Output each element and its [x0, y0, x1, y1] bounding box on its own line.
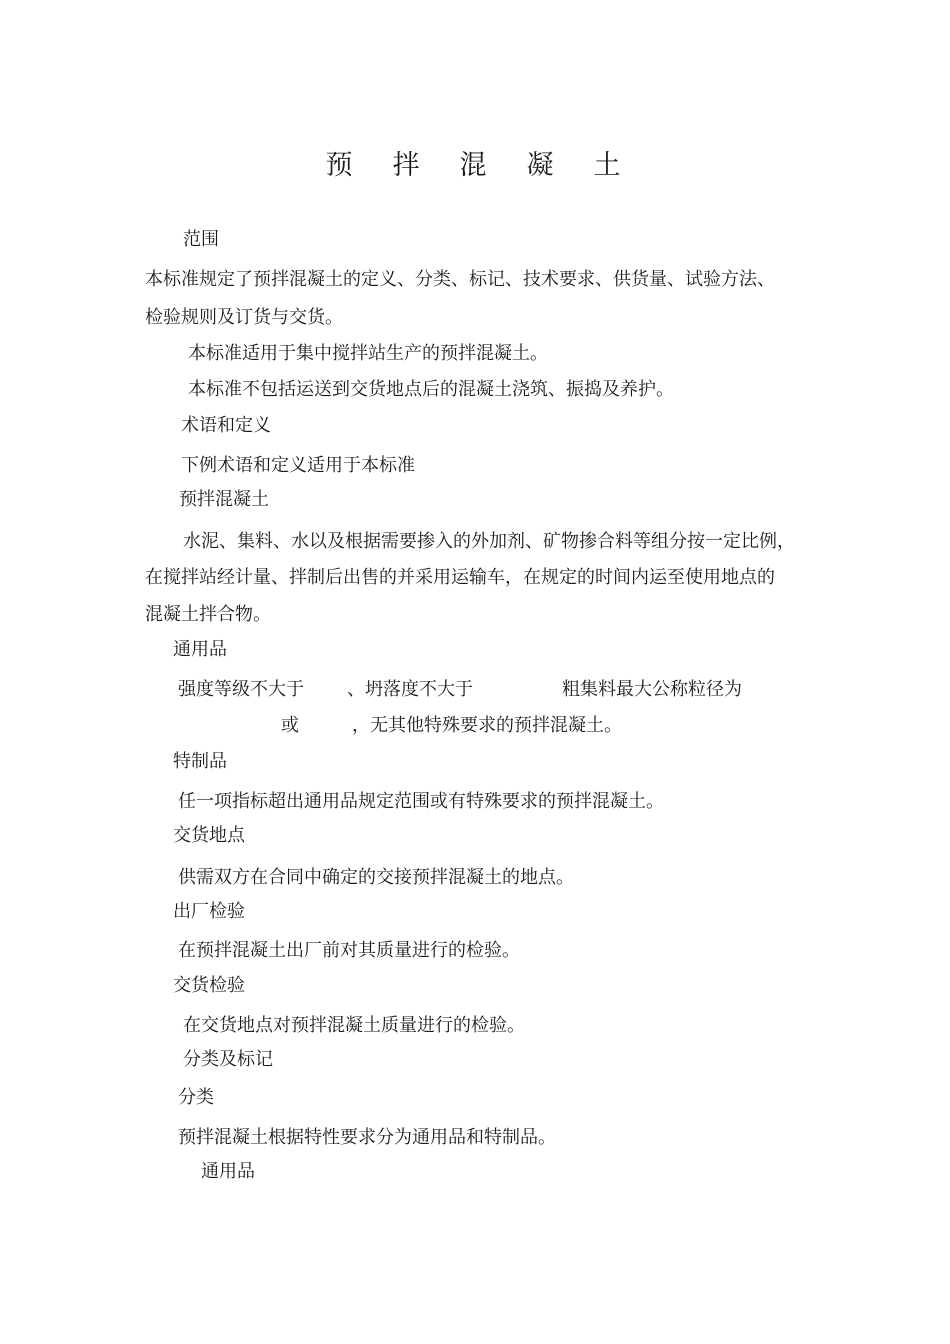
paragraph-line: 在搅拌站经计量、拌制后出售的并采用运输车，在规定的时间内运至使用地点的	[145, 567, 775, 588]
paragraph-line: 供需双方在合同中确定的交接预拌混凝土的地点。	[178, 867, 574, 888]
paragraph-fragment: ，无其他特殊要求的预拌混凝土。	[352, 715, 622, 736]
section-heading-classification: 分类及标记	[183, 1049, 273, 1070]
term-heading: 预拌混凝土	[179, 489, 269, 510]
subsection-heading: 分类	[178, 1087, 214, 1108]
paragraph-line: 预拌混凝土根据特性要求分为通用品和特制品。	[178, 1127, 556, 1148]
term-heading: 交货检验	[173, 975, 245, 996]
paragraph-line: 本标准规定了预拌混凝土的定义、分类、标记、技术要求、供货量、试验方法、	[145, 269, 775, 290]
paragraph-line: 本标准适用于集中搅拌站生产的预拌混凝土。	[188, 343, 548, 364]
paragraph-line: 任一项指标超出通用品规定范围或有特殊要求的预拌混凝土。	[178, 791, 664, 812]
paragraph-line: 水泥、集料、水以及根据需要掺入的外加剂、矿物掺合料等组分按一定比例，	[183, 531, 795, 552]
subsection-heading: 通用品	[201, 1161, 255, 1182]
paragraph-line: 在预拌混凝土出厂前对其质量进行的检验。	[178, 940, 520, 961]
term-heading: 交货地点	[173, 825, 245, 846]
paragraph-line: 本标准不包括运送到交货地点后的混凝土浇筑、振捣及养护。	[188, 379, 674, 400]
paragraph-fragment: 或	[281, 715, 299, 736]
term-heading: 特制品	[173, 751, 227, 772]
document-title: 预拌混凝土	[325, 150, 661, 181]
section-heading-scope: 范围	[183, 229, 219, 250]
paragraph-fragment: 、坍落度不大于	[347, 679, 473, 700]
section-heading-terms: 术语和定义	[181, 415, 271, 436]
paragraph-line: 下例术语和定义适用于本标准	[181, 455, 415, 476]
term-heading: 出厂检验	[173, 901, 245, 922]
paragraph-fragment: 粗集料最大公称粒径为	[562, 679, 742, 700]
paragraph-line: 在交货地点对预拌混凝土质量进行的检验。	[183, 1015, 525, 1036]
paragraph-fragment: 强度等级不大于	[178, 679, 304, 700]
paragraph-line: 混凝土拌合物。	[145, 604, 271, 625]
term-heading: 通用品	[173, 639, 227, 660]
paragraph-line: 检验规则及订货与交货。	[145, 307, 343, 328]
